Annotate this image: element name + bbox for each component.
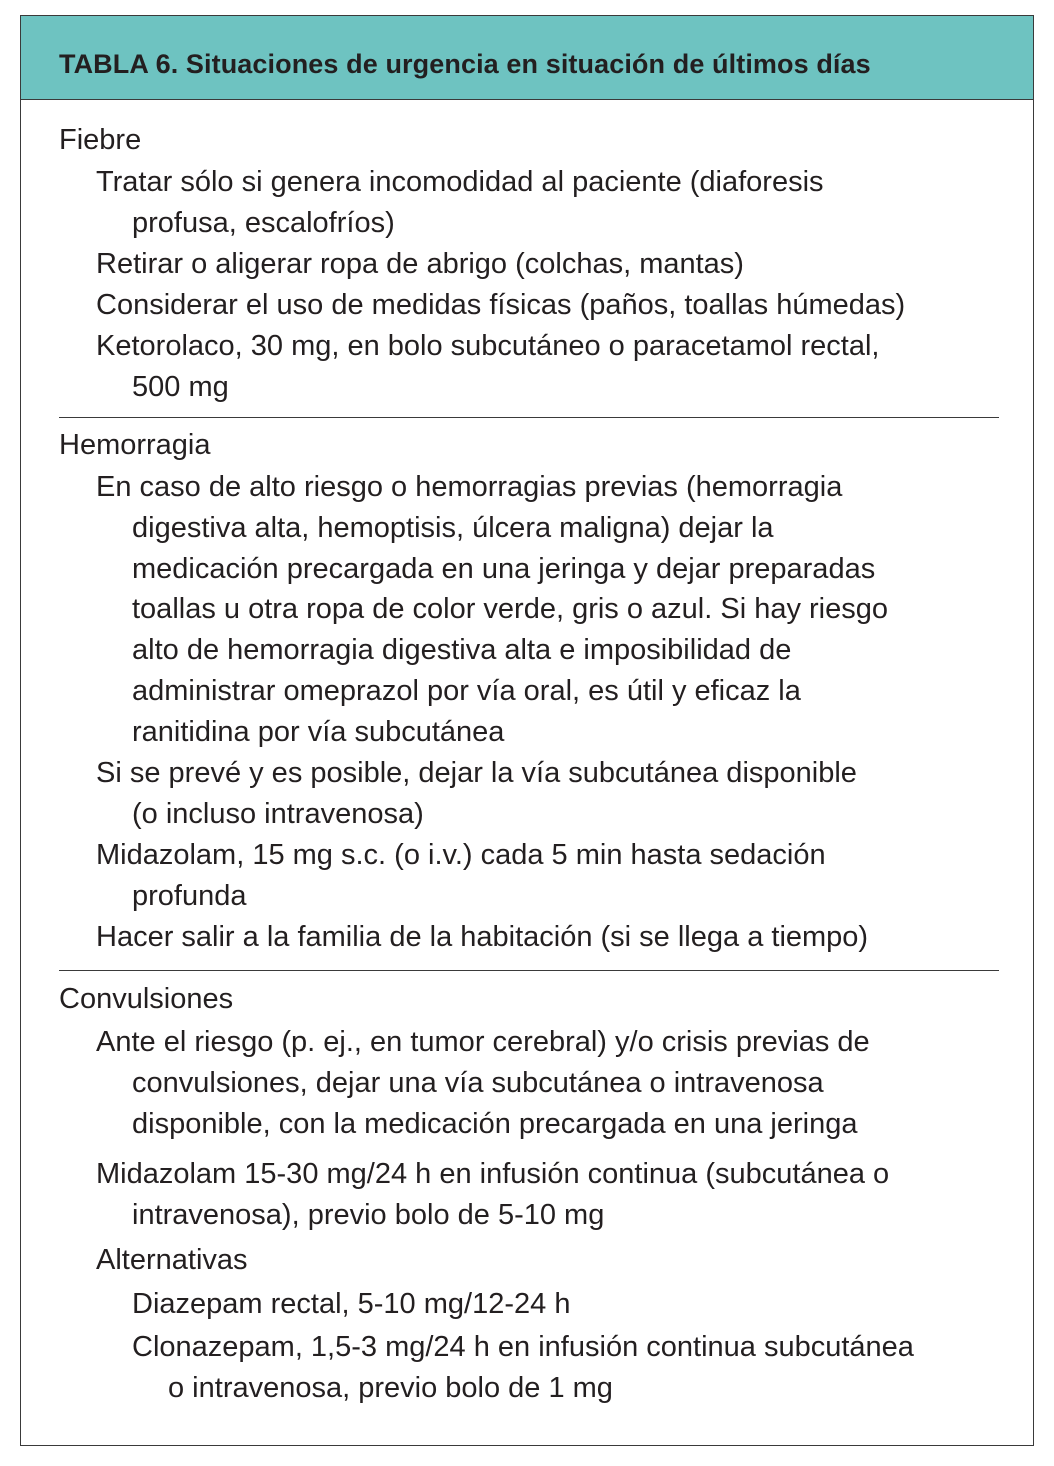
sub-list-item bbox=[132, 1284, 570, 1325]
entry-line: toallas u otra ropa de color verde, gris o azul. Si hay riesgo bbox=[132, 593, 889, 626]
section-divider bbox=[59, 970, 999, 971]
list-item bbox=[96, 1022, 870, 1144]
list-item bbox=[96, 162, 824, 244]
list-item bbox=[96, 1154, 889, 1236]
entry-line: profunda bbox=[132, 879, 247, 912]
entry-line: En caso de alto riesgo o hemorragias previas (hemorragia bbox=[96, 471, 843, 503]
section-title: Fiebre bbox=[59, 124, 142, 156]
entry-line: administrar omeprazol por vía oral, es útil y eficaz la bbox=[132, 674, 801, 707]
entry-line: Retirar o aligerar ropa de abrigo (colchas, mantas) bbox=[96, 248, 744, 280]
entry-line: o intravenosa, previo bolo de 1 mg bbox=[168, 1371, 613, 1404]
entry-line: medicación precargada en una jeringa y dejar preparadas bbox=[132, 552, 876, 585]
list-item bbox=[96, 467, 888, 753]
list-item bbox=[96, 285, 905, 326]
section-divider bbox=[59, 417, 999, 418]
entry-line: profusa, escalofríos) bbox=[132, 206, 395, 239]
entry-line: alto de hemorragia digestiva alta e imposibilidad de bbox=[132, 634, 792, 667]
entry-line: Si se prevé y es posible, dejar la vía subcutánea disponible bbox=[96, 757, 857, 789]
entry-line: Midazolam, 15 mg s.c. (o i.v.) cada 5 min hasta sedación bbox=[96, 839, 826, 871]
section-title: Convulsiones bbox=[59, 983, 234, 1015]
entry-line: intravenosa), previo bolo de 5-10 mg bbox=[132, 1198, 605, 1231]
table-header bbox=[21, 16, 1033, 100]
entry-line: Clonazepam, 1,5-3 mg/24 h en infusión continua subcutánea bbox=[132, 1331, 914, 1363]
entry-line: 500 mg bbox=[132, 370, 229, 403]
table-6 bbox=[20, 15, 1034, 1446]
list-item bbox=[96, 326, 879, 408]
list-item bbox=[96, 917, 868, 958]
list-item bbox=[96, 244, 744, 285]
sub-list-item bbox=[132, 1327, 914, 1409]
entry-line: digestiva alta, hemoptisis, úlcera maligna) dejar la bbox=[132, 511, 774, 544]
entry-line: Tratar sólo si genera incomodidad al paciente (diaforesis bbox=[96, 166, 824, 198]
entry-line: Considerar el uso de medidas físicas (paños, toallas húmedas) bbox=[96, 289, 906, 321]
list-item bbox=[96, 835, 826, 917]
entry-line: convulsiones, dejar una vía subcutánea o intravenosa bbox=[132, 1066, 824, 1099]
entry-line: ranitidina por vía subcutánea bbox=[132, 715, 505, 748]
entry-line: disponible, con la medicación precargada en una jeringa bbox=[132, 1107, 858, 1140]
list-item bbox=[96, 1240, 248, 1281]
list-item bbox=[96, 753, 857, 835]
entry-line: Hacer salir a la familia de la habitación (si se llega a tiempo) bbox=[96, 921, 869, 953]
entry-line: Midazolam 15-30 mg/24 h en infusión continua (subcutánea o bbox=[96, 1158, 890, 1190]
entry-line: Diazepam rectal, 5-10 mg/12-24 h bbox=[132, 1288, 571, 1320]
entry-line: Alternativas bbox=[96, 1244, 248, 1276]
section-title: Hemorragia bbox=[59, 429, 211, 461]
entry-line: Ante el riesgo (p. ej., en tumor cerebral) y/o crisis previas de bbox=[96, 1026, 870, 1058]
entry-line: Ketorolaco, 30 mg, en bolo subcutáneo o paracetamol rectal, bbox=[96, 330, 880, 362]
entry-line: (o incluso intravenosa) bbox=[132, 797, 424, 830]
table-title: TABLA 6. Situaciones de urgencia en situación de últimos días bbox=[59, 49, 871, 79]
